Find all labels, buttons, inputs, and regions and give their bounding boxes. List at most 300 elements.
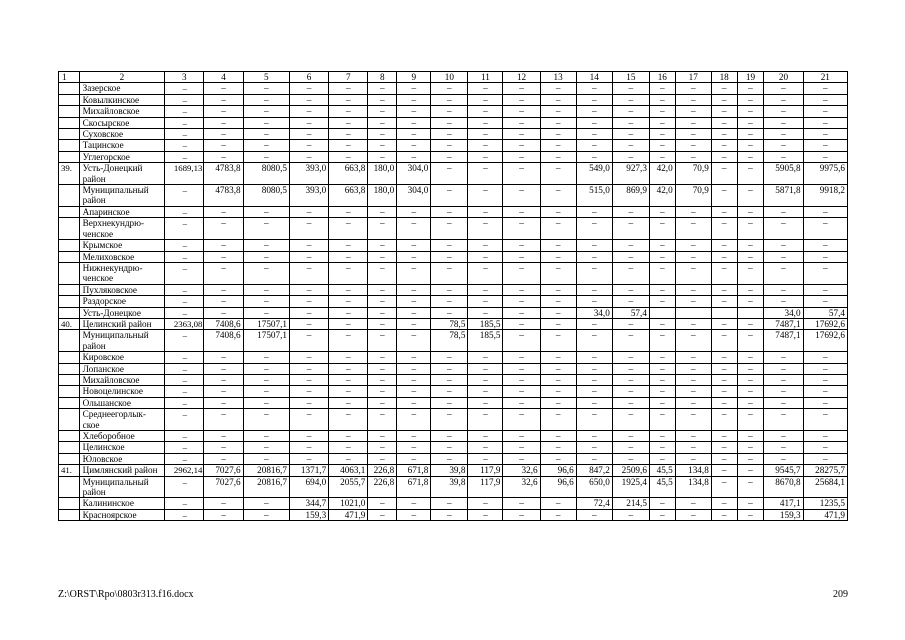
table-cell: – xyxy=(576,453,612,464)
table-row xyxy=(59,129,848,140)
table-cell: – xyxy=(368,509,397,520)
table-cell: – xyxy=(675,498,711,509)
table-row xyxy=(59,476,848,498)
table-cell: – xyxy=(243,442,289,453)
table-cell: – xyxy=(243,262,289,284)
table-cell: – xyxy=(612,129,649,140)
row-name: Скосырское xyxy=(79,117,165,128)
table-cell: – xyxy=(468,140,503,151)
row-name: Ковылкинское xyxy=(79,94,165,105)
row-name: Пухляковское xyxy=(79,284,165,295)
table-cell: – xyxy=(431,185,468,207)
table-cell: – xyxy=(540,397,576,408)
row-name: Муниципальный район xyxy=(79,330,165,352)
table-cell: – xyxy=(431,251,468,262)
table-cell: – xyxy=(431,163,468,185)
table-cell: – xyxy=(803,83,847,94)
table-cell: – xyxy=(711,218,737,240)
row-name: Верхнекундрю-ченское xyxy=(79,218,165,240)
row-number xyxy=(59,374,80,385)
table-cell: – xyxy=(803,129,847,140)
table-cell: – xyxy=(737,431,764,442)
table-cell: – xyxy=(675,284,711,295)
table-cell: – xyxy=(737,386,764,397)
table-cell: – xyxy=(243,374,289,385)
row-name: Целинское xyxy=(79,442,165,453)
table-cell: – xyxy=(329,117,368,128)
row-number xyxy=(59,83,80,94)
table-cell: – xyxy=(803,397,847,408)
table-cell: – xyxy=(165,509,204,520)
table-cell: – xyxy=(468,453,503,464)
table-cell: – xyxy=(737,218,764,240)
table-cell: – xyxy=(649,363,675,374)
table-cell: – xyxy=(540,94,576,105)
table-cell: – xyxy=(397,374,431,385)
table-cell: – xyxy=(290,206,329,217)
table-cell: 8080,5 xyxy=(243,185,289,207)
table-cell: – xyxy=(431,240,468,251)
table-cell: 7408,6 xyxy=(204,330,243,352)
table-cell: – xyxy=(576,352,612,363)
table-cell: – xyxy=(576,251,612,262)
table-cell: 9545,7 xyxy=(764,465,803,476)
table-cell: – xyxy=(503,284,540,295)
table-cell: – xyxy=(576,374,612,385)
table-cell: – xyxy=(612,106,649,117)
table-cell: 180,0 xyxy=(368,163,397,185)
table-cell: – xyxy=(165,218,204,240)
table-cell: – xyxy=(368,240,397,251)
row-number xyxy=(59,284,80,295)
table-cell: – xyxy=(431,453,468,464)
row-name: Крымское xyxy=(79,240,165,251)
row-name: Калининское xyxy=(79,498,165,509)
header-cell: 13 xyxy=(540,72,576,83)
table-cell: – xyxy=(612,352,649,363)
table-cell: – xyxy=(329,453,368,464)
table-cell: – xyxy=(290,431,329,442)
table-cell: – xyxy=(540,442,576,453)
table-cell: – xyxy=(397,509,431,520)
table-row xyxy=(59,318,848,329)
table-row xyxy=(59,140,848,151)
table-cell: 96,6 xyxy=(540,465,576,476)
header-cell: 4 xyxy=(204,72,243,83)
table-cell: – xyxy=(397,218,431,240)
table-cell: – xyxy=(540,129,576,140)
table-cell: – xyxy=(204,129,243,140)
table-cell: – xyxy=(468,185,503,207)
table-cell: 117,9 xyxy=(468,465,503,476)
table-cell: – xyxy=(764,251,803,262)
table-cell: – xyxy=(576,431,612,442)
table-cell: – xyxy=(737,251,764,262)
table-cell: 694,0 xyxy=(290,476,329,498)
table-cell: – xyxy=(764,106,803,117)
table-cell: – xyxy=(675,442,711,453)
table-cell: 57,4 xyxy=(612,307,649,318)
table-cell: – xyxy=(540,431,576,442)
header-cell: 7 xyxy=(329,72,368,83)
row-number xyxy=(59,94,80,105)
table-cell: – xyxy=(649,218,675,240)
table-cell: – xyxy=(737,163,764,185)
row-name: Муниципальный район xyxy=(79,476,165,498)
table-cell: – xyxy=(397,151,431,162)
table-cell: – xyxy=(649,386,675,397)
table-cell: – xyxy=(711,284,737,295)
row-number xyxy=(59,262,80,284)
table-cell: – xyxy=(803,251,847,262)
table-cell: – xyxy=(540,453,576,464)
table-cell: – xyxy=(243,206,289,217)
table-row xyxy=(59,307,848,318)
table-cell: – xyxy=(431,284,468,295)
table-cell: – xyxy=(675,206,711,217)
table-cell: 1235,5 xyxy=(803,498,847,509)
header-cell: 19 xyxy=(737,72,764,83)
table-cell: – xyxy=(397,498,431,509)
table-cell: – xyxy=(329,251,368,262)
table-cell: – xyxy=(649,318,675,329)
table-cell: – xyxy=(675,117,711,128)
table-cell: – xyxy=(329,352,368,363)
table-cell: – xyxy=(540,374,576,385)
row-number xyxy=(59,218,80,240)
table-cell: – xyxy=(803,296,847,307)
table-cell: – xyxy=(764,453,803,464)
table-cell: 9975,6 xyxy=(803,163,847,185)
table-cell: – xyxy=(737,117,764,128)
table-cell: – xyxy=(503,363,540,374)
header-cell: 20 xyxy=(764,72,803,83)
table-cell: 17692,6 xyxy=(803,318,847,329)
table-cell: – xyxy=(431,431,468,442)
table-cell: – xyxy=(711,431,737,442)
table-cell: – xyxy=(711,83,737,94)
row-number: 40. xyxy=(59,318,80,329)
table-cell: – xyxy=(612,284,649,295)
table-cell: – xyxy=(737,94,764,105)
table-cell: – xyxy=(431,106,468,117)
table-cell: – xyxy=(397,453,431,464)
table-cell: – xyxy=(243,409,289,431)
table-cell: 8670,8 xyxy=(764,476,803,498)
table-cell: – xyxy=(204,509,243,520)
table-cell: 34,0 xyxy=(576,307,612,318)
table-cell: – xyxy=(540,206,576,217)
table-cell: 28275,7 xyxy=(803,465,847,476)
table-cell: – xyxy=(540,83,576,94)
table-cell: – xyxy=(612,386,649,397)
table-cell: – xyxy=(764,206,803,217)
table-cell: – xyxy=(711,262,737,284)
table-cell: – xyxy=(468,94,503,105)
table-cell: – xyxy=(290,318,329,329)
table-cell: – xyxy=(431,83,468,94)
table-cell: – xyxy=(165,240,204,251)
table-cell: – xyxy=(243,151,289,162)
table-cell: – xyxy=(431,206,468,217)
table-cell: – xyxy=(540,330,576,352)
table-cell: – xyxy=(649,453,675,464)
row-name: Мелиховское xyxy=(79,251,165,262)
table-cell: – xyxy=(165,262,204,284)
table-cell: 304,0 xyxy=(397,185,431,207)
row-name: Цимлянский район xyxy=(79,465,165,476)
table-cell: – xyxy=(737,129,764,140)
table-cell: – xyxy=(397,352,431,363)
header-cell: 1 xyxy=(59,72,80,83)
table-cell: – xyxy=(368,307,397,318)
table-cell: 471,9 xyxy=(803,509,847,520)
table-cell: – xyxy=(764,218,803,240)
table-cell: 42,0 xyxy=(649,163,675,185)
row-number xyxy=(59,409,80,431)
table-cell: – xyxy=(243,352,289,363)
row-number xyxy=(59,386,80,397)
table-cell: – xyxy=(165,94,204,105)
table-cell: – xyxy=(764,240,803,251)
table-cell xyxy=(737,307,764,318)
table-cell: – xyxy=(737,206,764,217)
table-cell: – xyxy=(675,262,711,284)
table-cell: – xyxy=(468,374,503,385)
table-cell: – xyxy=(368,94,397,105)
table-cell: – xyxy=(468,240,503,251)
table-cell: – xyxy=(329,374,368,385)
table-cell: – xyxy=(649,106,675,117)
table-cell: – xyxy=(165,140,204,151)
table-cell: 7027,6 xyxy=(204,465,243,476)
table-cell: – xyxy=(468,151,503,162)
table-cell: – xyxy=(737,409,764,431)
table-cell: – xyxy=(468,129,503,140)
table-cell: 117,9 xyxy=(468,476,503,498)
table-cell: 42,0 xyxy=(649,185,675,207)
table-cell: – xyxy=(711,397,737,408)
table-cell: – xyxy=(329,140,368,151)
table-cell: – xyxy=(329,218,368,240)
table-cell: – xyxy=(612,509,649,520)
table-row xyxy=(59,106,848,117)
table-cell: – xyxy=(711,251,737,262)
row-name: Ольшанское xyxy=(79,397,165,408)
table-cell: – xyxy=(243,129,289,140)
table-cell: – xyxy=(329,307,368,318)
row-name: Нижнекундрю-ченское xyxy=(79,262,165,284)
table-cell: 226,8 xyxy=(368,465,397,476)
table-cell: 17507,1 xyxy=(243,318,289,329)
table-cell: – xyxy=(675,83,711,94)
table-cell: – xyxy=(329,129,368,140)
table-cell: – xyxy=(431,296,468,307)
table-cell: – xyxy=(803,240,847,251)
table-cell: – xyxy=(329,106,368,117)
table-cell: – xyxy=(165,185,204,207)
table-cell: – xyxy=(803,151,847,162)
table-cell: – xyxy=(737,262,764,284)
row-number xyxy=(59,185,80,207)
table-cell: – xyxy=(612,140,649,151)
table-cell: – xyxy=(431,498,468,509)
table-cell: – xyxy=(468,363,503,374)
row-number xyxy=(59,117,80,128)
table-cell: – xyxy=(803,363,847,374)
row-name: Красноярское xyxy=(79,509,165,520)
table-cell: – xyxy=(503,129,540,140)
table-cell: – xyxy=(290,296,329,307)
table-cell: – xyxy=(290,352,329,363)
table-cell: – xyxy=(368,151,397,162)
table-cell: – xyxy=(204,498,243,509)
table-cell: – xyxy=(431,117,468,128)
table-cell: – xyxy=(649,129,675,140)
table-cell: 663,8 xyxy=(329,185,368,207)
table-cell: 515,0 xyxy=(576,185,612,207)
table-cell: – xyxy=(540,498,576,509)
table-cell: – xyxy=(675,240,711,251)
table-cell: – xyxy=(503,94,540,105)
table-cell: – xyxy=(503,498,540,509)
table-cell: – xyxy=(675,397,711,408)
table-cell: 20816,7 xyxy=(243,465,289,476)
table-cell: – xyxy=(711,129,737,140)
table-cell: – xyxy=(204,352,243,363)
table-cell: – xyxy=(675,318,711,329)
table-cell: – xyxy=(329,431,368,442)
table-cell: – xyxy=(468,386,503,397)
row-name: Усть-Донецкое xyxy=(79,307,165,318)
table-cell: – xyxy=(468,117,503,128)
table-cell: – xyxy=(368,83,397,94)
table-cell: – xyxy=(204,374,243,385)
table-row xyxy=(59,453,848,464)
table-cell: – xyxy=(540,296,576,307)
row-number xyxy=(59,330,80,352)
table-cell: – xyxy=(576,386,612,397)
table-cell: – xyxy=(431,374,468,385)
row-name: Углегорское xyxy=(79,151,165,162)
table-cell: – xyxy=(468,352,503,363)
table-cell: – xyxy=(711,94,737,105)
table-cell: – xyxy=(368,284,397,295)
table-cell: – xyxy=(368,409,397,431)
table-cell: 1689,13 xyxy=(165,163,204,185)
row-name: Зазерское xyxy=(79,83,165,94)
table-cell: – xyxy=(503,251,540,262)
table-cell: – xyxy=(711,151,737,162)
table-cell: – xyxy=(540,240,576,251)
table-cell: – xyxy=(329,151,368,162)
table-cell: – xyxy=(165,117,204,128)
table-cell: 304,0 xyxy=(397,163,431,185)
table-cell: – xyxy=(397,106,431,117)
table-cell: 45,5 xyxy=(649,465,675,476)
table-row xyxy=(59,262,848,284)
table-cell: – xyxy=(329,318,368,329)
table-cell: – xyxy=(711,206,737,217)
table-cell: – xyxy=(243,386,289,397)
table-cell: 39,8 xyxy=(431,476,468,498)
table-cell: 4783,8 xyxy=(204,163,243,185)
table-cell: – xyxy=(576,509,612,520)
table-cell: – xyxy=(649,296,675,307)
table-row xyxy=(59,284,848,295)
header-cell: 2 xyxy=(79,72,165,83)
table-cell: – xyxy=(329,296,368,307)
table-cell: – xyxy=(711,509,737,520)
table-cell: – xyxy=(397,442,431,453)
table-cell: – xyxy=(503,409,540,431)
table-cell: – xyxy=(540,363,576,374)
table-cell: 159,3 xyxy=(290,509,329,520)
table-cell: – xyxy=(290,129,329,140)
table-cell: – xyxy=(711,453,737,464)
table-cell: – xyxy=(711,140,737,151)
table-cell: – xyxy=(397,386,431,397)
table-cell: – xyxy=(649,409,675,431)
table-cell: 471,9 xyxy=(329,509,368,520)
table-cell: – xyxy=(368,330,397,352)
table-cell: – xyxy=(576,442,612,453)
table-cell: – xyxy=(503,296,540,307)
footer-page-number: 209 xyxy=(833,589,848,600)
table-cell: – xyxy=(165,374,204,385)
table-cell: – xyxy=(737,240,764,251)
table-cell: 20816,7 xyxy=(243,476,289,498)
table-cell: – xyxy=(290,140,329,151)
table-cell xyxy=(649,307,675,318)
table-cell: – xyxy=(431,151,468,162)
table-cell: – xyxy=(576,140,612,151)
table-row xyxy=(59,94,848,105)
table-cell: – xyxy=(737,498,764,509)
row-number xyxy=(59,129,80,140)
table-cell: 4783,8 xyxy=(204,185,243,207)
table-body xyxy=(59,72,848,521)
table-cell: – xyxy=(803,374,847,385)
table-cell: – xyxy=(649,498,675,509)
header-cell: 6 xyxy=(290,72,329,83)
table-cell: 417,1 xyxy=(764,498,803,509)
table-cell: – xyxy=(204,307,243,318)
table-cell: – xyxy=(243,498,289,509)
table-cell: – xyxy=(649,509,675,520)
table-cell: – xyxy=(675,363,711,374)
header-cell: 5 xyxy=(243,72,289,83)
table-cell: – xyxy=(368,218,397,240)
table-cell: – xyxy=(612,453,649,464)
table-cell: – xyxy=(468,163,503,185)
table-cell: – xyxy=(243,296,289,307)
row-name: Апаринское xyxy=(79,206,165,217)
table-cell: – xyxy=(503,431,540,442)
table-cell: – xyxy=(803,206,847,217)
table-cell: – xyxy=(503,117,540,128)
table-cell: – xyxy=(540,409,576,431)
table-cell: – xyxy=(675,352,711,363)
table-cell: – xyxy=(243,117,289,128)
table-cell: – xyxy=(165,206,204,217)
table-cell: – xyxy=(576,129,612,140)
table-cell: 34,0 xyxy=(764,307,803,318)
table-cell: – xyxy=(368,363,397,374)
table-cell: – xyxy=(431,386,468,397)
table-cell: – xyxy=(737,330,764,352)
table-row xyxy=(59,330,848,352)
